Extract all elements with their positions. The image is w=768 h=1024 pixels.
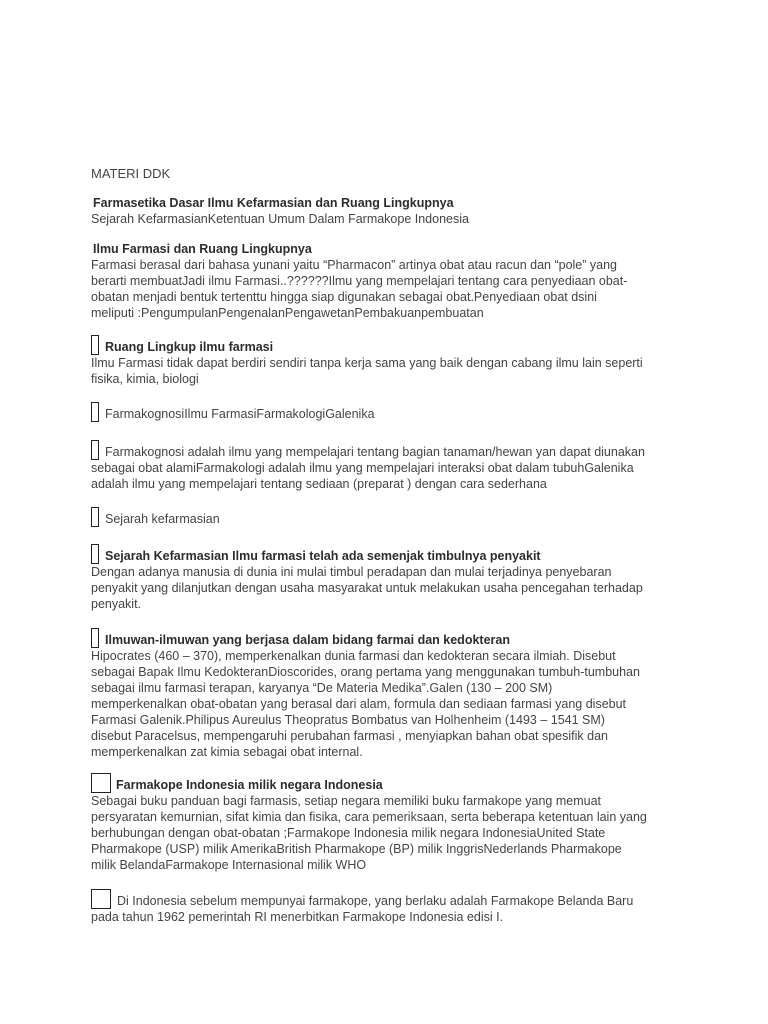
paragraph-line: milik BelandaFarmakope Internasional milik WHO <box>91 858 367 872</box>
paragraph-line: Dengan adanya manusia di dunia ini mulai timbul peradapan dan mulai terjadinya penyebaran <box>91 565 612 579</box>
document-title: MATERI DDK <box>91 166 171 181</box>
checkbox-placeholder-icon <box>91 507 99 527</box>
section-heading: Ruang Lingkup ilmu farmasi <box>105 340 274 354</box>
section-text: FarmakognosiIlmu FarmasiFarmakologiGalenika <box>105 407 375 421</box>
section-sejarah-label <box>91 511 676 527</box>
paragraph-line: berarti membuatJadi ilmu Farmasi..??????Ilmu yang mempelajari tentang cara penyediaan obat- <box>91 274 628 288</box>
paragraph-line: Sebagai buku panduan bagi farmasis, setiap negara memiliki buku farmakope yang memuat <box>91 794 602 808</box>
section-cabang-ilmu <box>91 406 676 422</box>
section-heading: Sejarah Kefarmasian Ilmu farmasi telah ada semenjak timbulnya penyakit <box>105 549 541 563</box>
paragraph-line: disebut Paracelsus, mempengaruhi perubahan farmasi , menyiapkan bahan obat spesifik dan <box>91 729 608 743</box>
paragraph-line: berhubungan dengan obat-obatan ;Farmakope Indonesia milik negara IndonesiaUnited State <box>91 826 606 840</box>
paragraph-line: Farmasi Galenik.Philipus Aureulus Theopratus Bombatus van Holhenheim (1493 – 1541 SM) <box>91 713 605 727</box>
section-heading: Farmasetika Dasar Ilmu Kefarmasian dan Ruang Lingkupnya <box>93 196 454 210</box>
checkbox-placeholder-icon <box>91 889 111 909</box>
paragraph-line: penyakit yang dilanjutkan dengan usaha masyarakat untuk melakukan usaha pencegahan terhadap <box>91 581 643 595</box>
paragraph-line: penyakit. <box>91 597 142 611</box>
paragraph-line: sebagai Bapak Ilmu KedokteranDioscorides, orang pertama yang menggunakan tumbuh-tumbuhan <box>91 665 640 679</box>
checkbox-placeholder-icon <box>91 544 99 564</box>
paragraph-line: adalah ilmu yang mempelajari tentang sediaan (preparat ) dengan cara sederhana <box>91 477 547 491</box>
paragraph-line: pada tahun 1962 pemerintah RI menerbitkan Farmakope Indonesia edisi I. <box>91 910 504 924</box>
paragraph-line: Ilmu Farmasi tidak dapat berdiri sendiri tanpa kerja sama yang baik dengan cabang ilmu lain seperti <box>91 356 643 370</box>
paragraph-line: memperkenalkan zat kimia sebagai obat internal. <box>91 745 363 759</box>
section-ilmu-farmasi <box>91 241 676 321</box>
checkbox-placeholder-icon <box>91 628 99 648</box>
section-sejarah-kefarmasian <box>91 548 676 612</box>
paragraph-line: Hipocrates (460 – 370), memperkenalkan dunia farmasi dan kedokteran secara ilmiah. Disebut <box>91 649 616 663</box>
paragraph-line: memperkenalkan obat-obatan yang berasal dari alam, formula dan sediaan farmasi yang disebut <box>91 697 627 711</box>
section-heading: Ilmuwan-ilmuwan yang berjasa dalam bidang farmai dan kedokteran <box>105 633 510 647</box>
checkbox-placeholder-icon <box>91 335 99 355</box>
section-ruang-lingkup <box>91 339 676 387</box>
paragraph-line: obatan menjadi bentuk tertenttu hingga siap digunakan sebagai obat.Penyediaan obat dsini <box>91 290 597 304</box>
checkbox-placeholder-icon <box>91 402 99 422</box>
section-ilmuwan <box>91 632 676 760</box>
paragraph-line: Farmasi berasal dari bahasa yunani yaitu “Pharmacon” artinya obat atau racun dan “pole” yang <box>91 258 617 272</box>
section-heading: Farmakope Indonesia milik negara Indonesia <box>116 778 383 792</box>
paragraph-line: persyaratan kemurnian, sifat kimia dan fisika, cara pemeriksaan, serta beberapa ketentuan lain yang <box>91 810 647 824</box>
paragraph-line: Farmakognosi adalah ilmu yang mempelajari tentang bagian tanaman/hewan yan dapat diunakan <box>105 445 645 459</box>
paragraph-line: Di Indonesia sebelum mempunyai farmakope, yang berlaku adalah Farmakope Belanda Baru <box>117 894 634 908</box>
paragraph-line: sebagai obat alamiFarmakologi adalah ilmu yang mempelajari interaksi obat dalam tubuhGalenika <box>91 461 634 475</box>
paragraph-line: sebagai ilmu farmasi terapan, karyanya “De Materia Medika”.Galen (130 – 200 SM) <box>91 681 553 695</box>
checkbox-placeholder-icon <box>91 440 99 460</box>
section-farmakope <box>91 777 676 873</box>
paragraph-line: Pharmakope (USP) milik AmerikaBritish Pharmakope (BP) milik InggrisNederlands Pharmakope <box>91 842 622 856</box>
section-text: Sejarah kefarmasian <box>105 512 220 526</box>
section-text: Sejarah KefarmasianKetentuan Umum Dalam Farmakope Indonesia <box>91 212 469 226</box>
section-farmasetika <box>91 195 676 227</box>
paragraph-line: fisika, kimia, biologi <box>91 372 199 386</box>
section-farmakope-indonesia <box>91 893 676 925</box>
paragraph-line: meliputi :PengumpulanPengenalanPengawetanPembakuanpembuatan <box>91 306 484 320</box>
checkbox-placeholder-icon <box>91 773 111 793</box>
section-definisi <box>91 444 676 492</box>
section-heading: Ilmu Farmasi dan Ruang Lingkupnya <box>93 242 312 256</box>
